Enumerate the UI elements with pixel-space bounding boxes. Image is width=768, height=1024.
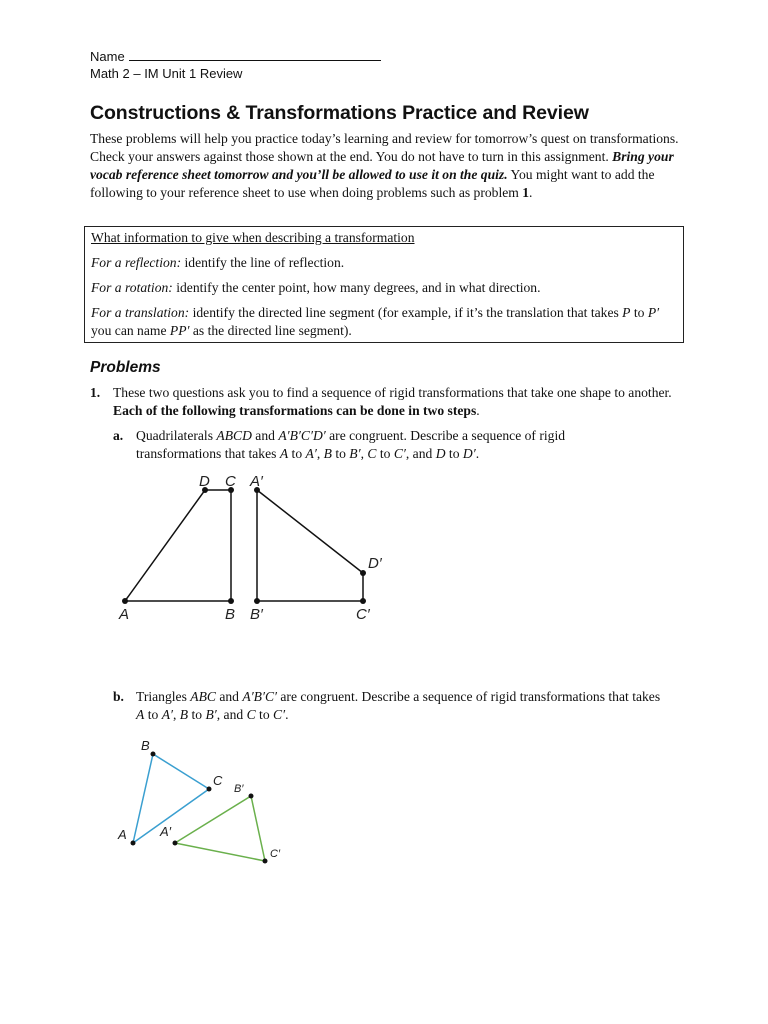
label-b-a-prime: A′	[160, 824, 172, 839]
pb-c2: , and	[216, 707, 247, 722]
part-b-letter: b.	[113, 689, 124, 704]
intro-problem-num: 1	[522, 185, 530, 200]
pa-to1: to	[288, 446, 306, 461]
pa-A-prime: A′	[305, 446, 317, 461]
pa-to4: to	[445, 446, 463, 461]
problem-1-number: 1.	[90, 385, 101, 400]
vertex-d-prime	[360, 570, 366, 576]
problem-1-body: These two questions ask you to find a sequence of rigid transformations that take one shape to another.	[113, 385, 672, 400]
vertex-b-b-prime	[249, 794, 254, 799]
pb-to3: to	[255, 707, 274, 722]
problems-heading: Problems	[90, 359, 161, 376]
translation-text-1: identify the directed line segment (for example, if it’s the translation that takes	[189, 305, 623, 320]
label-b: B	[225, 606, 236, 623]
pa-c2: ,	[360, 446, 368, 461]
label-b-c-prime: C′	[270, 848, 281, 860]
intro-text-2: You might want to add the following to your reference sheet to use when doing problems such as problem	[90, 167, 655, 200]
translation-label: For a translation:	[91, 305, 190, 320]
translation-line	[91, 304, 677, 340]
pb-t3: are congruent. Describe a sequence of rigid transformations that takes	[277, 689, 661, 704]
vertex-a	[122, 598, 128, 604]
intro-text-1: These problems will help you practice today’s learning and review for tomorrow’s quest on transformations. Check your answers against those shown at the end. You do not have to turn in this assignment.	[90, 131, 679, 164]
reflection-label: For a reflection:	[91, 255, 182, 270]
label-c-prime: C′	[356, 606, 370, 623]
figure-b-triangles	[110, 732, 300, 872]
translation-text-3: you can name	[91, 323, 170, 338]
pb-c1: ,	[172, 707, 180, 722]
course-label: Math 2 – IM Unit 1 Review	[90, 66, 243, 81]
pa-abcd: ABCD	[216, 428, 252, 443]
pb-t1: Triangles	[136, 689, 191, 704]
pa-to3: to	[376, 446, 394, 461]
pb-end: .	[285, 707, 289, 722]
label-a-prime: A′	[250, 473, 263, 490]
pa-C-prime: C′	[393, 446, 406, 461]
label-d-prime: D′	[368, 555, 382, 572]
pa-c3: , and	[405, 446, 436, 461]
pb-abc: ABC	[190, 689, 216, 704]
pb-B: B	[179, 707, 189, 722]
quadrilateral-abcd-prime	[257, 490, 363, 601]
reference-box	[84, 226, 684, 343]
pb-B-prime: B′	[205, 707, 217, 722]
vertex-b-c-prime	[263, 859, 268, 864]
pa-B-prime: B′	[349, 446, 361, 461]
pb-to2: to	[188, 707, 206, 722]
pa-t3: are congruent. Describe a sequence of rigid transformations that takes	[136, 428, 566, 461]
translation-text-2: to	[630, 305, 648, 320]
pa-D: D	[435, 446, 446, 461]
name-label: Name	[90, 49, 125, 64]
pa-t2: and	[251, 428, 279, 443]
label-b-c: C	[213, 773, 223, 788]
rotation-text: identify the center point, how many degrees, and in what direction.	[172, 280, 541, 295]
rotation-line	[91, 279, 677, 297]
pb-C: C	[246, 707, 256, 722]
figure-a-quadrilaterals	[110, 468, 400, 628]
label-b-b-prime: B′	[234, 783, 244, 795]
vertex-b-prime	[254, 598, 260, 604]
name-line	[90, 47, 381, 66]
label-b-b: B	[141, 738, 150, 753]
pb-t2: and	[215, 689, 243, 704]
vertex-b-c	[207, 787, 212, 792]
rotation-label: For a rotation:	[91, 280, 173, 295]
reflection-line	[91, 254, 677, 272]
part-a-text	[136, 427, 636, 463]
problem-1	[90, 384, 690, 420]
pa-D-prime: D′	[462, 446, 476, 461]
part-b	[113, 688, 673, 724]
page-title: Constructions & Transformations Practice and Review	[90, 102, 589, 124]
intro-paragraph	[90, 130, 690, 202]
vertex-b-b	[151, 752, 156, 757]
pa-t1: Quadrilaterals	[136, 428, 217, 443]
part-a-letter: a.	[113, 428, 124, 443]
part-a	[113, 427, 673, 463]
translation-text-4: as the directed line segment).	[189, 323, 352, 338]
label-b-prime: B′	[250, 606, 263, 623]
pb-A-prime: A′	[161, 707, 173, 722]
translation-p-prime: P′	[647, 305, 660, 320]
problem-1-text	[113, 384, 683, 420]
vertex-b-a	[131, 841, 136, 846]
part-b-text	[136, 688, 666, 724]
pa-B: B	[323, 446, 332, 461]
intro-end: .	[529, 185, 533, 200]
pb-C-prime: C′	[273, 707, 286, 722]
label-c: C	[225, 473, 236, 490]
problem-1-bold: Each of the following transformations can be done in two steps	[113, 403, 477, 418]
intro-bold: Bring your vocab reference sheet tomorrow and you’ll be allowed to use it on the quiz.	[90, 149, 674, 182]
box-heading: What information to give when describing a transformation	[91, 230, 415, 245]
pb-A: A	[136, 707, 145, 722]
problem-1-end: .	[476, 403, 480, 418]
quadrilateral-abcd	[125, 490, 231, 601]
label-d: D	[199, 473, 210, 490]
vertex-b-a-prime	[173, 841, 178, 846]
translation-segment: PP′	[169, 323, 190, 338]
reflection-text: identify the line of reflection.	[181, 255, 345, 270]
pa-A: A	[279, 446, 289, 461]
name-blank[interactable]	[129, 47, 381, 61]
label-a: A	[119, 606, 130, 623]
pb-to1: to	[144, 707, 162, 722]
vertex-b	[228, 598, 234, 604]
pa-C: C	[367, 446, 377, 461]
vertex-c-prime	[360, 598, 366, 604]
label-b-a: A	[118, 827, 127, 842]
pa-end: .	[475, 446, 480, 461]
pa-to2: to	[331, 446, 350, 461]
translation-p: P	[622, 305, 631, 320]
pa-abcd-prime: A′B′C′D′	[278, 428, 326, 443]
triangle-abc-prime	[175, 796, 265, 861]
pa-c1: ,	[316, 446, 324, 461]
pb-abc-prime: A′B′C′	[242, 689, 277, 704]
